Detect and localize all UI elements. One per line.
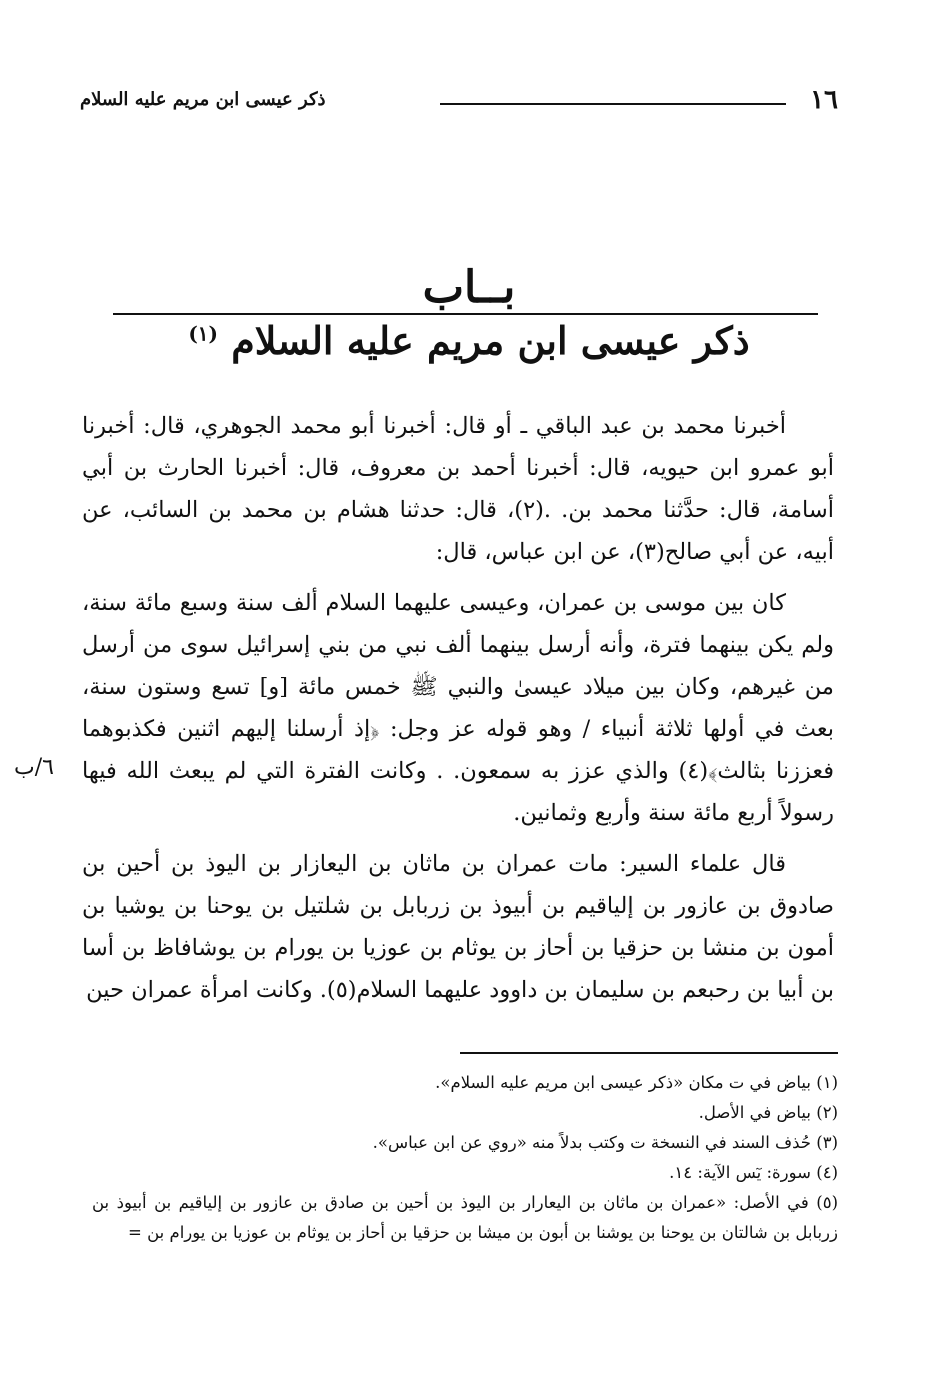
footnote-rule (460, 1052, 838, 1054)
page-header (80, 85, 838, 121)
chapter-title (0, 318, 938, 363)
page-number: ١٦ (810, 85, 838, 115)
running-title: ذكر عيسى ابن مريم عليه السلام (80, 89, 326, 110)
chapter-word: بــاب (422, 262, 516, 313)
main-text (82, 405, 834, 1011)
margin-folio-marker: ٦/ب (14, 755, 54, 780)
footnote: (٤) سورة: يٓس الآية: ١٤. (669, 1163, 838, 1182)
footnote: (٥) في الأصل: «عمران بن ماثان بن اليعارار بن اليوذ بن أحين بن صادق بن عازور بن إلياقيم بن أبيوذ بن زربابل بن شالتان بن يوحنا بن يوشنا بن أبون بن ميشا بن حزقيا بن أحاز بن يوثام بن عوزيا بن يورام بن = (92, 1193, 838, 1242)
header-rule (440, 103, 786, 105)
title-rule (113, 313, 818, 315)
paragraph-isnad: أخبرنا محمد بن عبد الباقي ـ أو قال: أخبرنا أبو محمد الجوهري، قال: أخبرنا أبو عمرو ابن حيويه، قال: أخبرنا أحمد بن معروف، قال: أخبرنا الحارث بن أبي أسامة، قال: حدَّثنا محمد بن. .(٢)، قال: حدثنا هشام بن محمد بن السائب، عن أبيه، عن أبي صالح(٣)، عن ابن عباس، قال: (82, 413, 834, 565)
chapter-title-note: (١) (188, 321, 219, 346)
paragraph-fatra: كان بين موسى بن عمران، وعيسى عليهما السلام ألف سنة وسبع مائة سنة، ولم يكن بينهما فترة، وأنه أرسل بينهما ألف نبي من بني إسرائيل سوى من أرسل من غيرهم، وكان بين ميلاد عيسىٰ والنبي ﷺ خمس مائة [و] تسع وستون سنة، بعث في أولها ثلاثة أنبياء / وهو قوله عز وجل: ﴿إذ أرسلنا إليهم اثنين فكذبوهما فعززنا بثالث﴾(٤) والذي عزز به سمعون. . وكانت الفترة التي لم يبعث الله فيها رسولاً أربع مائة سنة وأربع وثمانين. (82, 590, 834, 826)
footnote: (٣) حُذف السند في النسخة ت وكتب بدلاً منه «روي عن ابن عباس». (372, 1133, 838, 1152)
footnote: (٢) بياض في الأصل. (698, 1103, 838, 1122)
footnotes (92, 1068, 838, 1248)
chapter-title-text: ذكر عيسى ابن مريم عليه السلام (231, 318, 750, 363)
footnote: (١) بياض في ت مكان «ذكر عيسى ابن مريم عليه السلام». (435, 1073, 838, 1092)
paragraph-genealogy: قال علماء السير: مات عمران بن ماثان بن اليعازار بن اليوذ بن أحين بن صادوق بن عازور بن إلياقيم بن أبيوذ بن زربابل بن شلتيل بن يوحنا بن يوشيا بن أمون بن منشا بن حزقيا بن أحاز بن يوثام بن عوزيا بن يورام بن يوشافاظ بن أسا بن أبيا بن رحبعم بن سليمان بن داوود عليهما السلام(٥). وكانت امرأة عمران حين (82, 851, 834, 1003)
